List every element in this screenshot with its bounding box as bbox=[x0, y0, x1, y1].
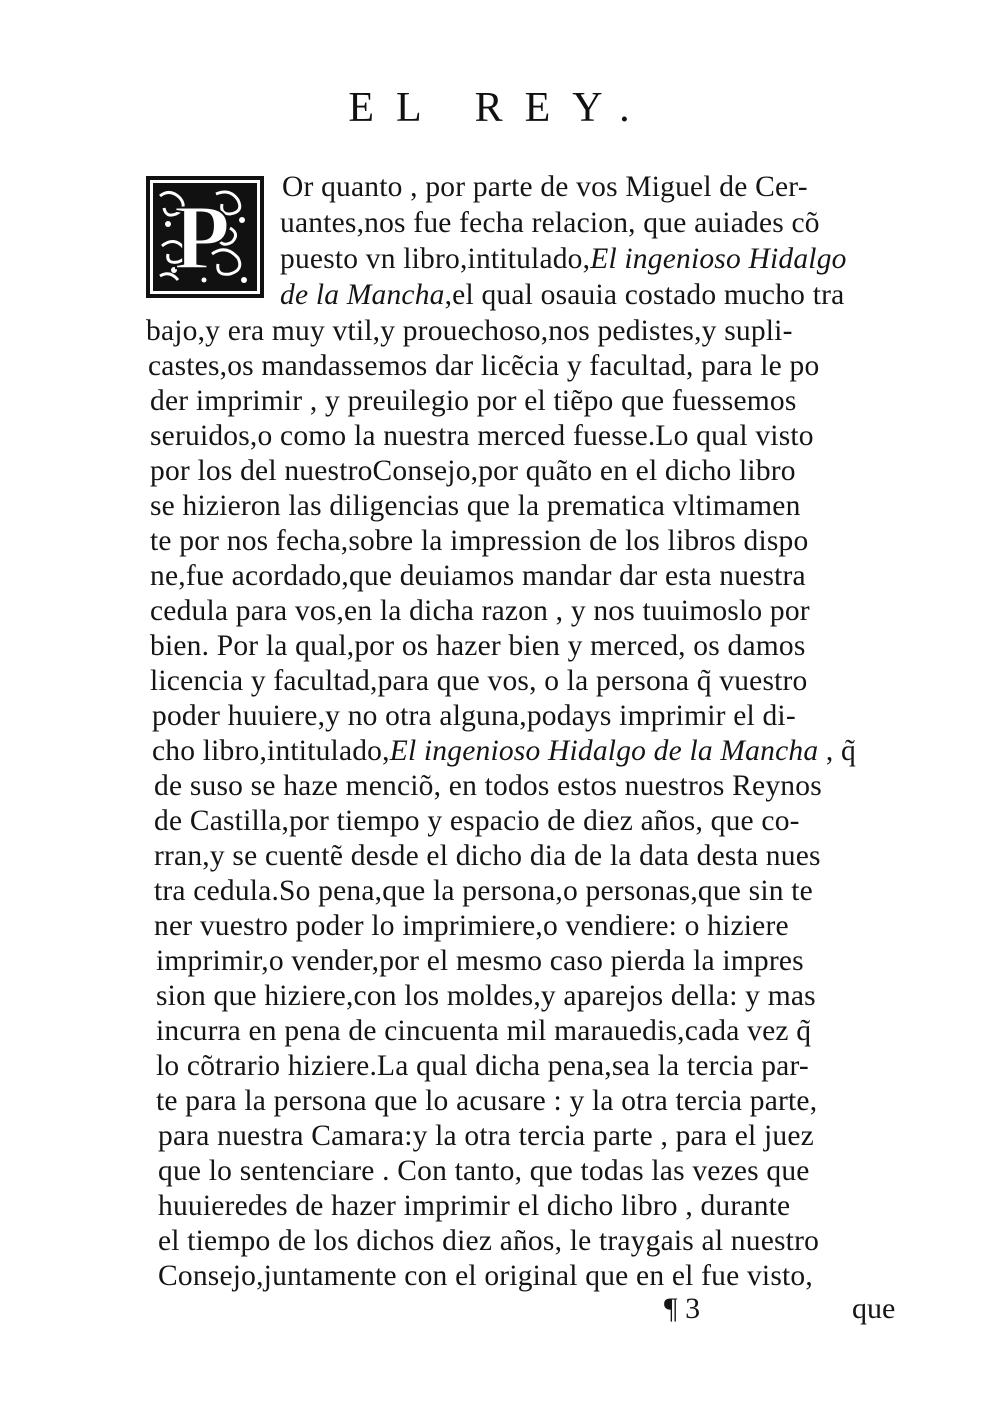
text-line: por los del nuestroConsejo,por quãto en el dicho libro bbox=[150, 455, 796, 487]
text-line: cedula para vos,en la dicha razon , y nos tuuimoslo por bbox=[150, 595, 810, 627]
text-line: tra cedula.So pena,que la persona,o personas,que sin te bbox=[154, 875, 813, 907]
text-line: se hizieron las diligencias que la prematica vltimamen bbox=[150, 490, 801, 522]
italic-title: El ingenioso Hidalgo de la Mancha bbox=[389, 735, 819, 767]
text-line: huuieredes de hazer imprimir el dicho libro , durante bbox=[158, 1190, 791, 1222]
decorated-initial-letter bbox=[146, 176, 264, 298]
text-line: ner vuestro poder lo imprimiere,o vendiere: o hiziere bbox=[154, 910, 789, 942]
text-line: der imprimir , y preuilegio por el tiẽpo que fuessemos bbox=[150, 385, 797, 417]
initial-letter-glyph: P bbox=[173, 186, 231, 288]
text-line: ne,fue acordado,que deuiamos mandar dar esta nuestra bbox=[150, 560, 806, 592]
signature-mark: ¶ 3 bbox=[664, 1292, 701, 1325]
text-line: licencia y facultad,para que vos, o la persona q̃ vuestro bbox=[150, 665, 808, 697]
text-line: cho libro,intitulado,El ingenioso Hidalgo de la Mancha , q̃ bbox=[152, 735, 856, 767]
text-line: castes,os mandassemos dar licẽcia y facultad, para le po bbox=[148, 350, 820, 382]
catchword: que bbox=[852, 1292, 896, 1325]
text-line: puesto vn libro,intitulado,El ingenioso Hidalgo bbox=[280, 243, 847, 275]
text-line: de la Mancha,el qual osauia costado mucho tra bbox=[280, 279, 845, 311]
text-line: Or quanto , por parte de vos Miguel de Cer- bbox=[282, 171, 808, 203]
text-line: poder huuiere,y no otra alguna,podays imprimir el di- bbox=[152, 700, 796, 732]
text-line: uantes,nos fue fecha relacion, que auiades cõ bbox=[280, 207, 820, 239]
page-title: EL REY. bbox=[348, 85, 652, 131]
text-line: bien. Por la qual,por os hazer bien y merced, os damos bbox=[150, 630, 806, 662]
text-line: el tiempo de los dichos diez años, le traygais al nuestro bbox=[158, 1225, 820, 1257]
text-line: incurra en pena de cincuenta mil marauedis,cada vez q̃ bbox=[156, 1015, 812, 1047]
text-line: que lo sentenciare . Con tanto, que todas las vezes que bbox=[158, 1155, 810, 1187]
italic-title: de la Mancha bbox=[280, 279, 445, 311]
text-line: sion que hiziere,con los moldes,y aparejos della: y mas bbox=[156, 980, 816, 1012]
text-line: seruidos,o como la nuestra merced fuesse.Lo qual visto bbox=[150, 420, 814, 452]
text-line: Consejo,juntamente con el original que en el fue visto, bbox=[158, 1260, 813, 1292]
text-line: lo cõtrario hiziere.La qual dicha pena,sea la tercia par- bbox=[156, 1050, 809, 1082]
italic-title: El ingenioso Hidalgo bbox=[590, 243, 847, 275]
text-line: de Castilla,por tiempo y espacio de diez años, que co- bbox=[154, 805, 800, 837]
text-line: para nuestra Camara:y la otra tercia parte , para el juez bbox=[158, 1120, 814, 1152]
text-line: te para la persona que lo acusare : y la otra tercia parte, bbox=[156, 1085, 818, 1117]
text-line: de suso se haze menciõ, en todos estos nuestros Reynos bbox=[154, 770, 822, 802]
text-line: rran,y se cuentẽ desde el dicho dia de la data desta nues bbox=[154, 840, 821, 872]
text-line: te por nos fecha,sobre la impression de los libros dispo bbox=[150, 525, 809, 557]
text-line: imprimir,o vender,por el mesmo caso pierda la impres bbox=[156, 945, 804, 977]
text-line: bajo,y era muy vtil,y prouechoso,nos pedistes,y supli- bbox=[146, 315, 793, 347]
